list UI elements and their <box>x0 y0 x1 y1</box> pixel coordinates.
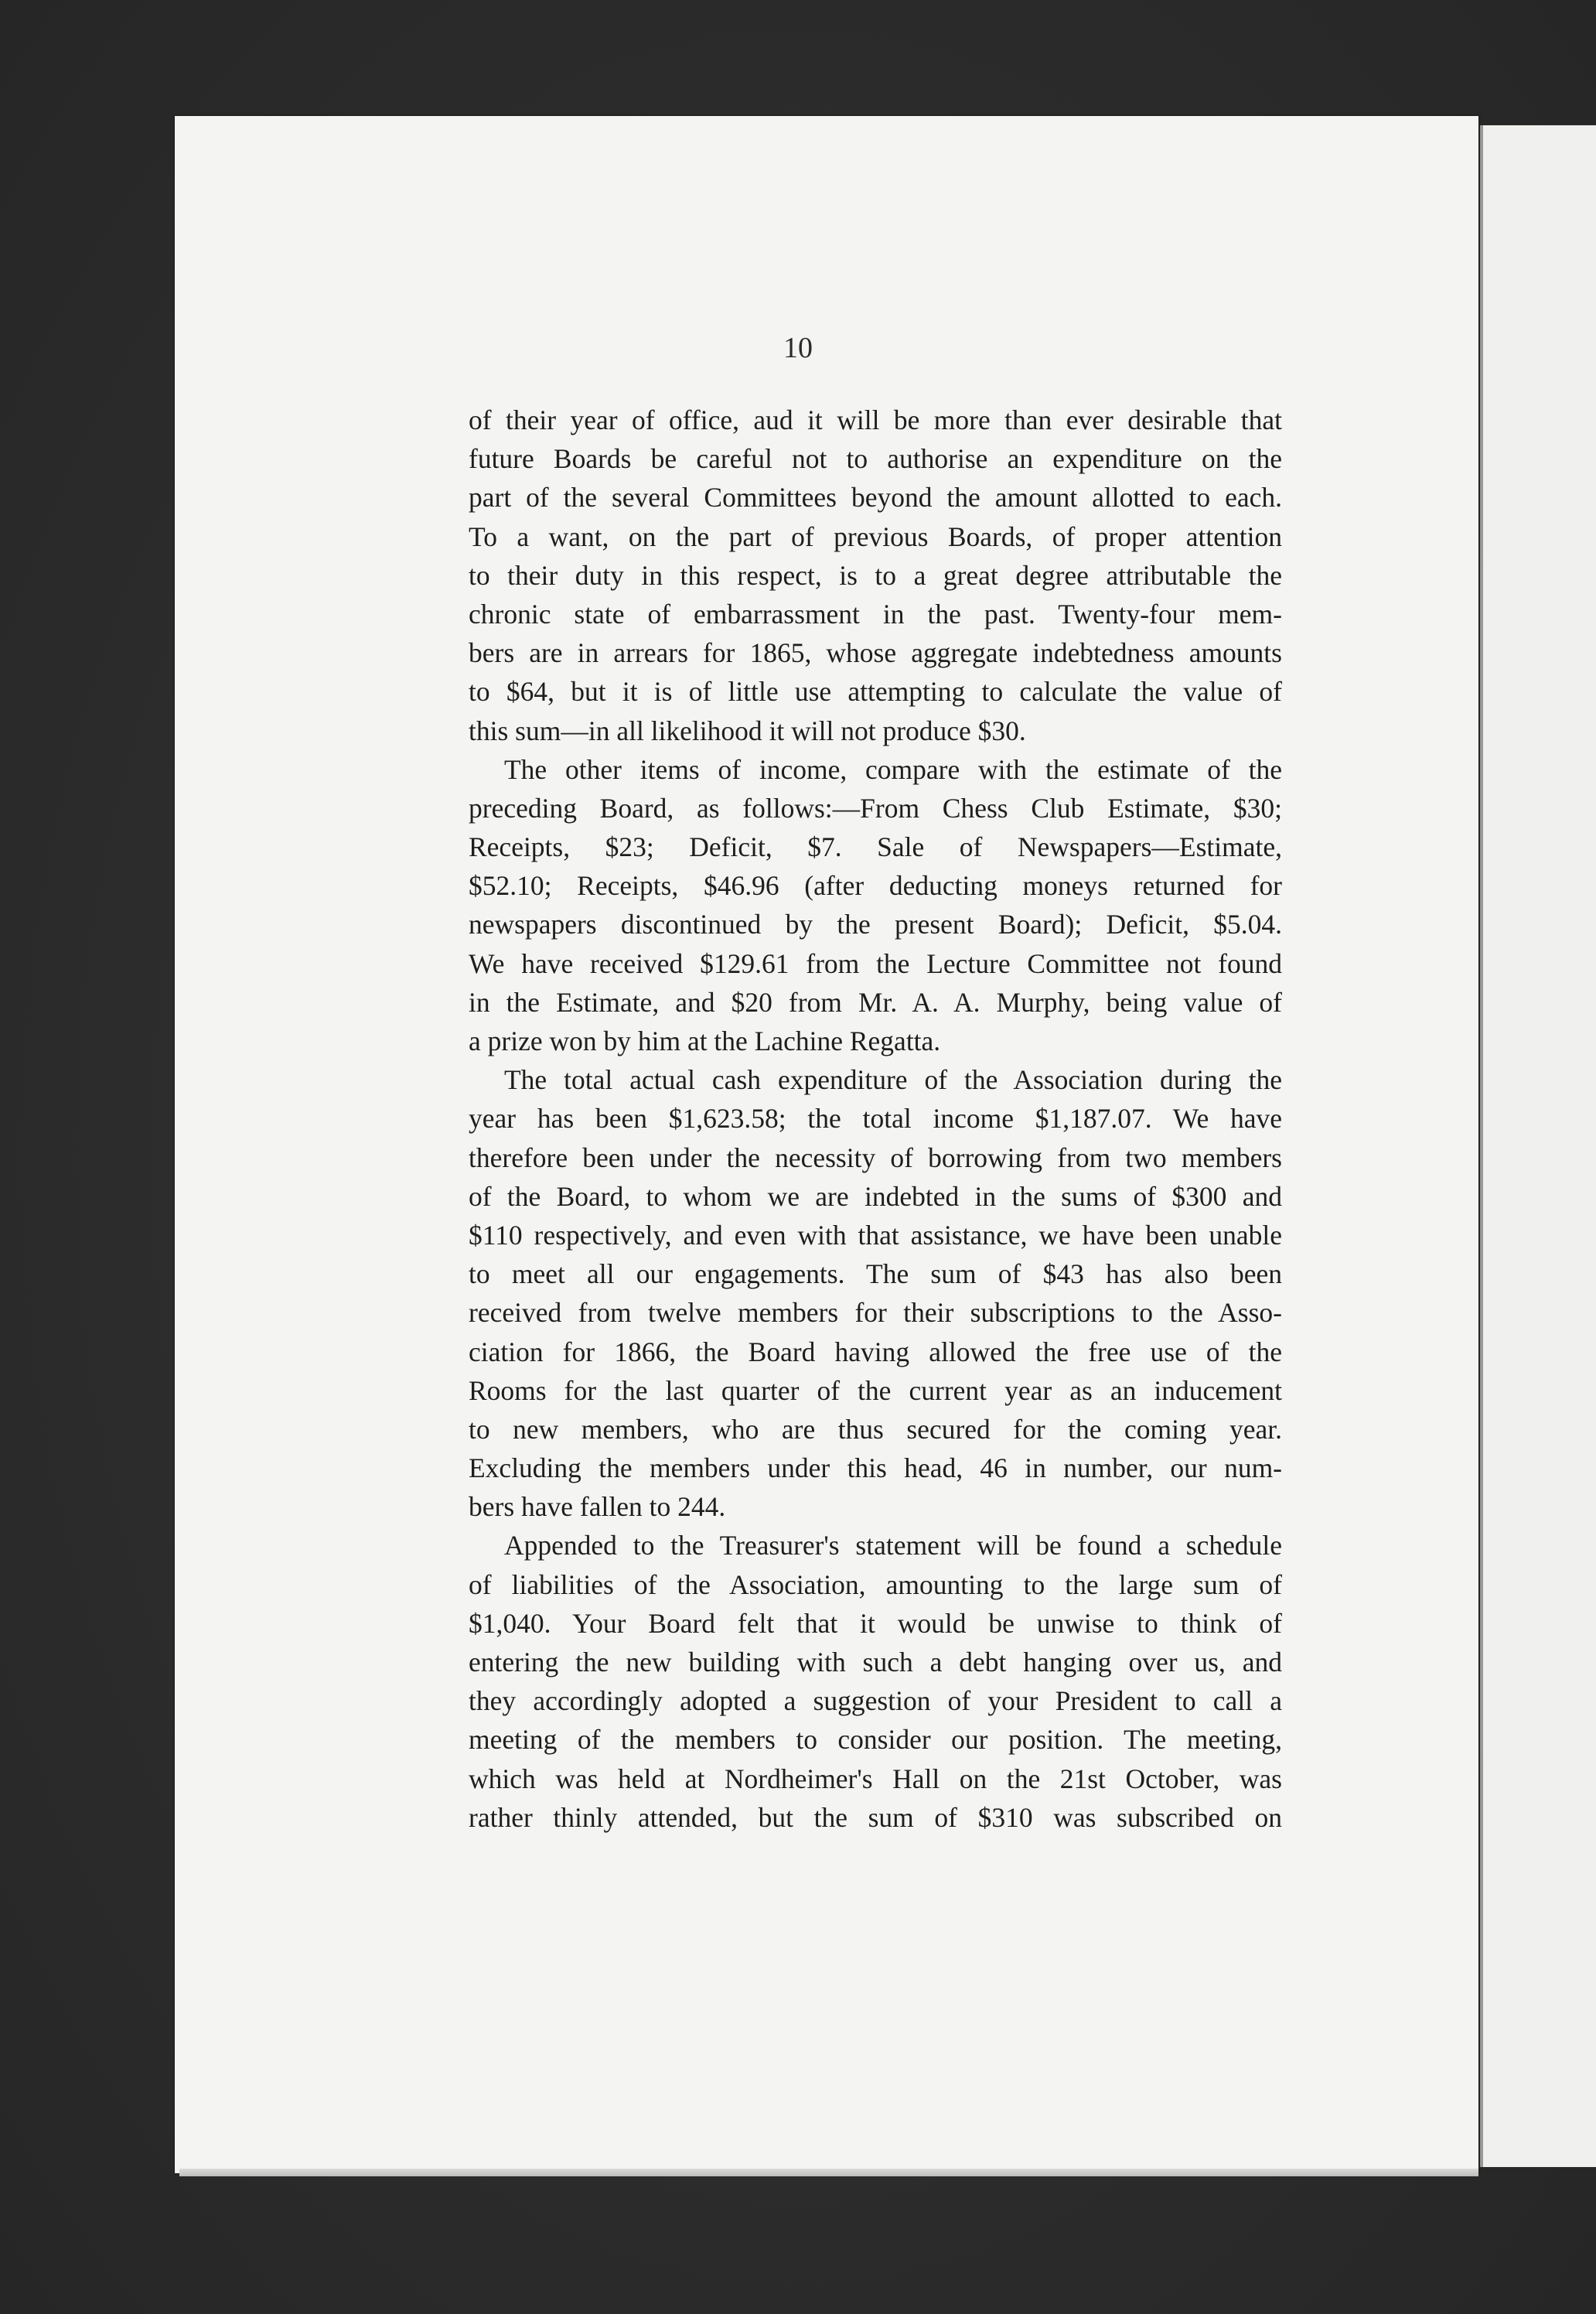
text-line: to new members, who are thus secured for the coming year. <box>469 1413 1282 1445</box>
text-line: The other items of income, compare with the estimate of the <box>504 753 1282 785</box>
text-line: this sum—in all likelihood it will not produce $30. <box>469 715 1026 746</box>
text-line: To a want, on the part of previous Boards, of proper attention <box>469 520 1282 552</box>
text-line: to $64, but it is of little use attempting to calculate the value of <box>469 676 1282 708</box>
text-line: ciation for 1866, the Board having allowed the free use of the <box>469 1336 1282 1367</box>
page-number: 10 <box>783 332 813 364</box>
text-line: Excluding the members under this head, 46 in number, our num- <box>469 1452 1282 1484</box>
text-line: of their year of office, aud it will be more than ever desirable that <box>469 404 1282 435</box>
text-line: of the Board, to whom we are indebted in the sums of $300 and <box>469 1180 1282 1212</box>
paragraph <box>469 1060 1282 1526</box>
text-line: newspapers discontinued by the present Board); Deficit, $5.04. <box>469 909 1282 940</box>
text-line: part of the several Committees beyond the amount allotted to each. <box>469 482 1282 514</box>
page-bottom-edge <box>179 2169 1478 2176</box>
paragraph <box>469 401 1282 750</box>
text-line: $52.10; Receipts, $46.96 (after deducting moneys returned for <box>469 870 1282 902</box>
text-line: bers have fallen to 244. <box>469 1491 726 1523</box>
paragraph <box>469 1526 1282 1837</box>
text-line: $110 respectively, and even with that assistance, we have been unable <box>469 1219 1282 1251</box>
text-line: Rooms for the last quarter of the current year as an inducement <box>469 1374 1282 1406</box>
text-line: $1,040. Your Board felt that it would be unwise to think of <box>469 1607 1282 1639</box>
paragraph <box>469 750 1282 1061</box>
text-line: received from twelve members for their subscriptions to the Asso- <box>469 1297 1282 1329</box>
text-line: therefore been under the necessity of borrowing from two members <box>469 1142 1282 1173</box>
text-line: meeting of the members to consider our position. The meeting, <box>469 1724 1282 1756</box>
text-line: We have received $129.61 from the Lecture Committee not found <box>469 947 1282 979</box>
text-line: of liabilities of the Association, amounting to the large sum of <box>469 1568 1282 1600</box>
text-line: rather thinly attended, but the sum of $310 was subscribed on <box>469 1801 1282 1833</box>
text-line: they accordingly adopted a suggestion of your President to call a <box>469 1685 1282 1717</box>
text-line: in the Estimate, and $20 from Mr. A. A. Murphy, being value of <box>469 986 1282 1018</box>
text-line: entering the new building with such a debt hanging over us, and <box>469 1647 1282 1677</box>
text-line: year has been $1,623.58; the total income $1,187.07. We have <box>469 1103 1282 1135</box>
text-line: to meet all our engagements. The sum of $43 has also been <box>469 1258 1282 1290</box>
text-line: to their duty in this respect, is to a great degree attributable the <box>469 559 1282 591</box>
text-line: future Boards be careful not to authorise an expenditure on the <box>469 443 1282 475</box>
body-text <box>469 401 1282 1837</box>
text-line: bers are in arrears for 1865, whose aggregate indebtedness amounts <box>469 637 1282 669</box>
text-line: a prize won by him at the Lachine Regatta. <box>469 1026 941 1056</box>
text-line: chronic state of embarrassment in the past. Twenty-four mem- <box>469 598 1282 630</box>
text-line: The total actual cash expenditure of the Association during the <box>504 1064 1282 1096</box>
facing-page-edge <box>1480 125 1596 2167</box>
text-line: preceding Board, as follows:—From Chess Club Estimate, $30; <box>469 792 1282 824</box>
text-line: which was held at Nordheimer's Hall on the 21st October, was <box>469 1763 1282 1794</box>
text-line: Appended to the Treasurer's statement will be found a schedule <box>504 1530 1282 1561</box>
text-line: Receipts, $23; Deficit, $7. Sale of Newspapers—Estimate, <box>469 831 1282 863</box>
